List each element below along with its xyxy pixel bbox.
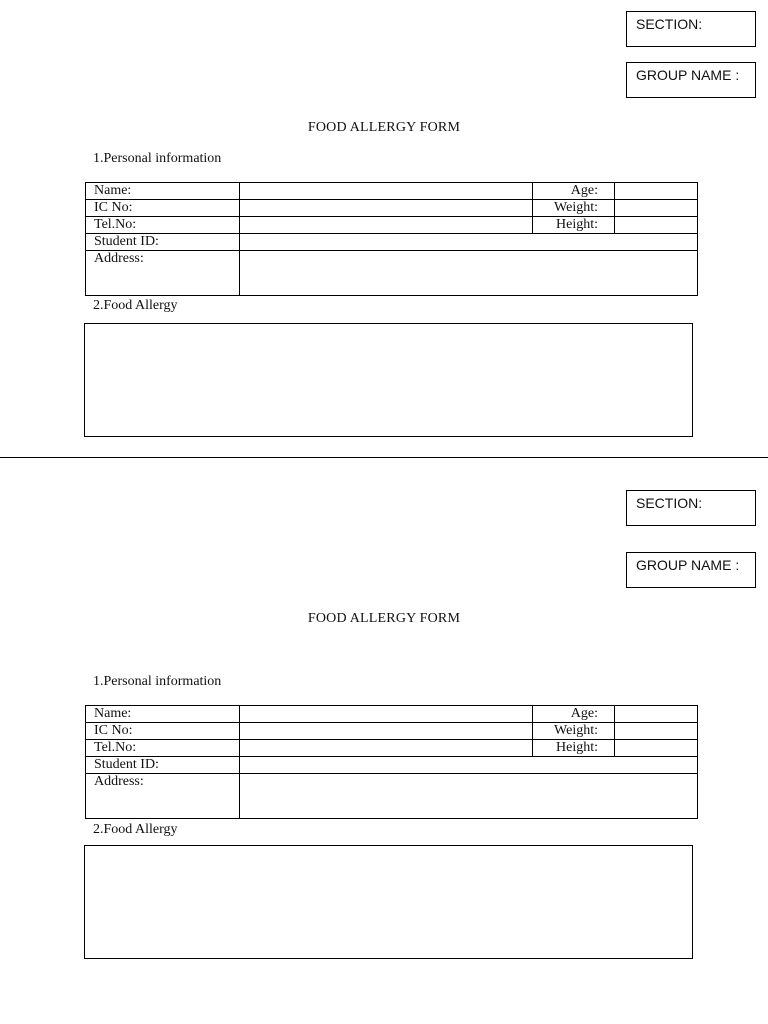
table-row [86, 200, 698, 217]
ic-no-label: IC No: [86, 200, 240, 217]
group-name-label: GROUP NAME : [636, 67, 740, 83]
weight-input-cell[interactable] [615, 723, 698, 740]
section-label: SECTION: [636, 495, 703, 511]
section-label: SECTION: [636, 16, 703, 32]
height-input-cell[interactable] [615, 740, 698, 757]
food-allergy-heading: 2.Food Allergy [93, 298, 178, 313]
student-id-input-cell[interactable] [240, 234, 698, 251]
address-input-cell[interactable] [240, 251, 698, 296]
table-row [86, 234, 698, 251]
name-label: Name: [86, 706, 240, 723]
personal-information-table [85, 705, 698, 819]
student-id-input-cell[interactable] [240, 757, 698, 774]
height-label: Height: [533, 740, 615, 757]
form-title: FOOD ALLERGY FORM [307, 611, 461, 626]
table-row [86, 251, 698, 296]
group-name-field[interactable] [626, 552, 756, 588]
name-input-cell[interactable] [240, 706, 533, 723]
age-input-cell[interactable] [615, 706, 698, 723]
table-row [86, 706, 698, 723]
food-allergy-form-1 [0, 0, 768, 480]
ic-no-input-cell[interactable] [240, 200, 533, 217]
tel-no-input-cell[interactable] [240, 740, 533, 757]
table-row [86, 723, 698, 740]
ic-no-input-cell[interactable] [240, 723, 533, 740]
student-id-label: Student ID: [86, 757, 240, 774]
section-field[interactable] [626, 490, 756, 526]
group-name-label: GROUP NAME : [636, 557, 740, 573]
food-allergy-input-box[interactable] [84, 323, 693, 437]
ic-no-label: IC No: [86, 723, 240, 740]
tel-no-label: Tel.No: [86, 740, 240, 757]
name-input-cell[interactable] [240, 183, 533, 200]
height-input-cell[interactable] [615, 217, 698, 234]
age-input-cell[interactable] [615, 183, 698, 200]
section-field[interactable] [626, 11, 756, 47]
form-title: FOOD ALLERGY FORM [307, 120, 461, 135]
food-allergy-heading: 2.Food Allergy [93, 822, 178, 837]
name-label: Name: [86, 183, 240, 200]
personal-information-table [85, 182, 698, 296]
table-row [86, 740, 698, 757]
personal-information-heading: 1.Personal information [93, 674, 222, 689]
page-divider [0, 457, 768, 458]
personal-information-heading: 1.Personal information [93, 151, 222, 166]
weight-label: Weight: [533, 200, 615, 217]
table-row [86, 774, 698, 819]
weight-label: Weight: [533, 723, 615, 740]
table-row [86, 217, 698, 234]
age-label: Age: [533, 706, 615, 723]
student-id-label: Student ID: [86, 234, 240, 251]
group-name-field[interactable] [626, 62, 756, 98]
age-label: Age: [533, 183, 615, 200]
table-row [86, 757, 698, 774]
tel-no-label: Tel.No: [86, 217, 240, 234]
table-row [86, 183, 698, 200]
food-allergy-input-box[interactable] [84, 845, 693, 959]
weight-input-cell[interactable] [615, 200, 698, 217]
food-allergy-form-2 [0, 479, 768, 959]
address-input-cell[interactable] [240, 774, 698, 819]
address-label: Address: [86, 251, 240, 296]
address-label: Address: [86, 774, 240, 819]
tel-no-input-cell[interactable] [240, 217, 533, 234]
height-label: Height: [533, 217, 615, 234]
